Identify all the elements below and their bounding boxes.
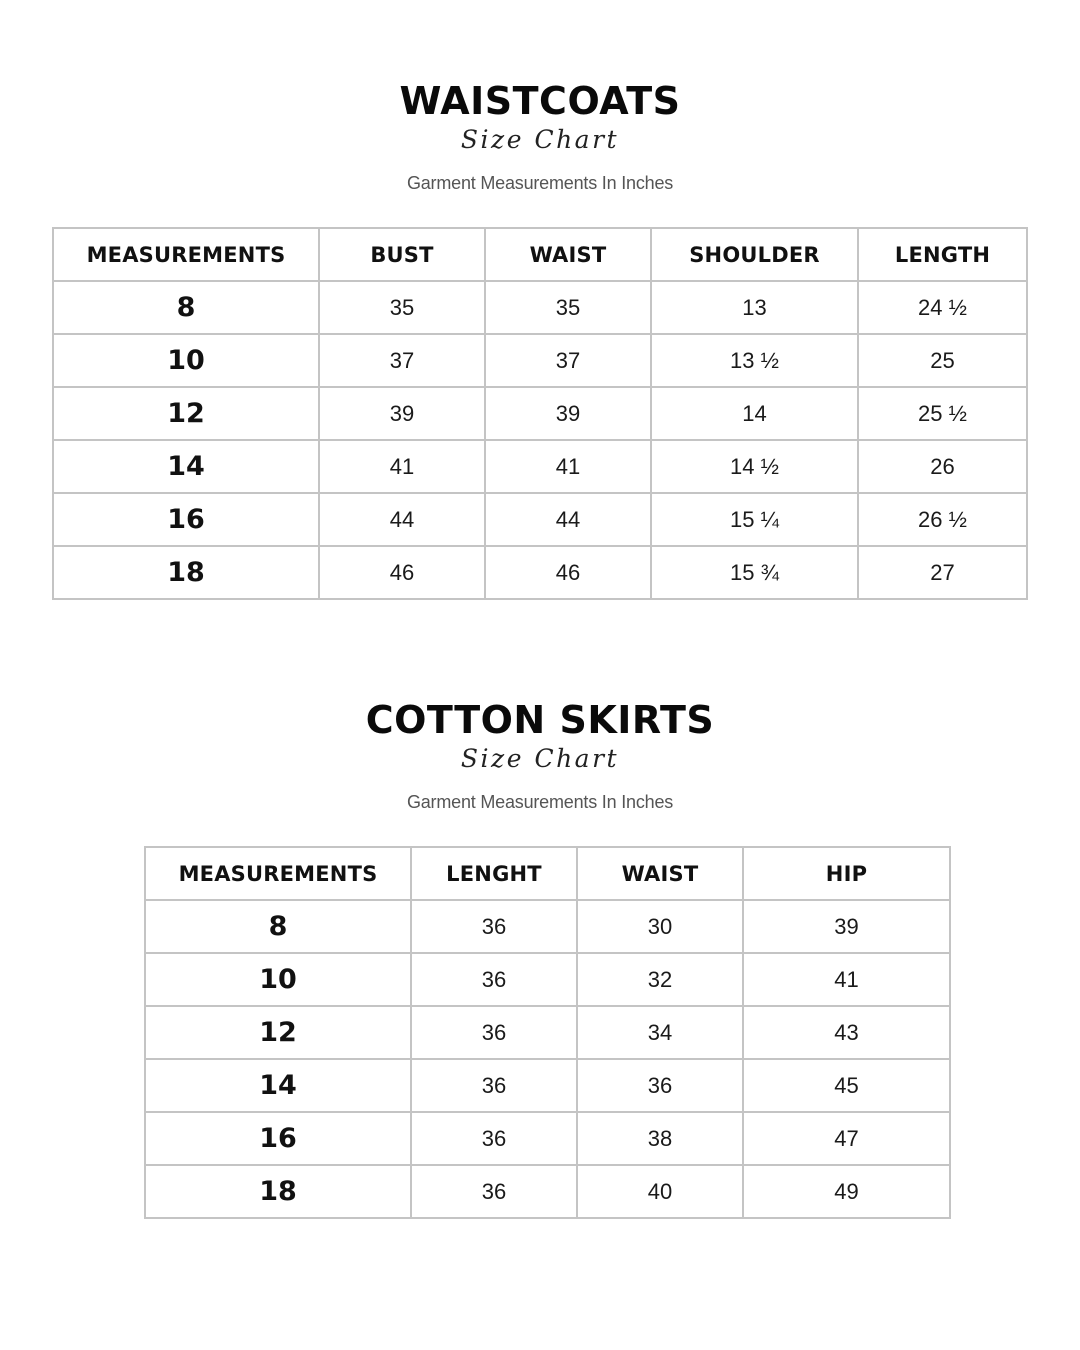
- column-header-measurements: MEASUREMENTS: [53, 228, 319, 281]
- length-cell: 36: [411, 1112, 577, 1165]
- size-cell: 10: [53, 334, 319, 387]
- waist-cell: 38: [577, 1112, 743, 1165]
- cotton-skirts-subtitle: Size Chart: [460, 744, 620, 773]
- hip-cell: 39: [743, 900, 950, 953]
- waistcoats-title: WAISTCOATS: [399, 79, 681, 123]
- table-row: [145, 900, 950, 953]
- length-cell: 25 ½: [858, 387, 1027, 440]
- hip-cell: 47: [743, 1112, 950, 1165]
- bust-cell: 44: [319, 493, 485, 546]
- bust-cell: 37: [319, 334, 485, 387]
- waistcoats-caption: Garment Measurements In Inches: [406, 173, 674, 193]
- table-row: [53, 334, 1027, 387]
- hip-cell: 41: [743, 953, 950, 1006]
- waist-cell: 44: [485, 493, 651, 546]
- table-row: [145, 1165, 950, 1218]
- length-cell: 26: [858, 440, 1027, 493]
- column-header-bust: BUST: [319, 228, 485, 281]
- waist-cell: 30: [577, 900, 743, 953]
- bust-cell: 46: [319, 546, 485, 599]
- shoulder-cell: 14 ½: [651, 440, 858, 493]
- size-cell: 18: [53, 546, 319, 599]
- length-cell: 36: [411, 953, 577, 1006]
- shoulder-cell: 13: [651, 281, 858, 334]
- table-row: [53, 546, 1027, 599]
- length-cell: 36: [411, 900, 577, 953]
- length-cell: 27: [858, 546, 1027, 599]
- waist-cell: 34: [577, 1006, 743, 1059]
- waist-cell: 40: [577, 1165, 743, 1218]
- length-cell: 36: [411, 1165, 577, 1218]
- hip-cell: 45: [743, 1059, 950, 1112]
- table-header-row: [145, 847, 950, 900]
- table-row: [145, 1059, 950, 1112]
- hip-cell: 43: [743, 1006, 950, 1059]
- column-header-length: LENGTH: [858, 228, 1027, 281]
- table-row: [53, 440, 1027, 493]
- bust-cell: 35: [319, 281, 485, 334]
- size-cell: 14: [145, 1059, 411, 1112]
- table-row: [145, 953, 950, 1006]
- shoulder-cell: 15 ¾: [651, 546, 858, 599]
- table-row: [53, 281, 1027, 334]
- bust-cell: 39: [319, 387, 485, 440]
- waistcoats-size-table: [52, 227, 1028, 600]
- waist-cell: 41: [485, 440, 651, 493]
- shoulder-cell: 13 ½: [651, 334, 858, 387]
- column-header-waist: WAIST: [485, 228, 651, 281]
- size-cell: 16: [53, 493, 319, 546]
- column-header-length: LENGHT: [411, 847, 577, 900]
- size-cell: 10: [145, 953, 411, 1006]
- shoulder-cell: 15 ¼: [651, 493, 858, 546]
- column-header-waist: WAIST: [577, 847, 743, 900]
- size-cell: 8: [53, 281, 319, 334]
- column-header-shoulder: SHOULDER: [651, 228, 858, 281]
- column-header-hip: HIP: [743, 847, 950, 900]
- length-cell: 24 ½: [858, 281, 1027, 334]
- length-cell: 26 ½: [858, 493, 1027, 546]
- length-cell: 36: [411, 1006, 577, 1059]
- size-cell: 18: [145, 1165, 411, 1218]
- cotton-skirts-caption: Garment Measurements In Inches: [406, 792, 674, 812]
- size-cell: 16: [145, 1112, 411, 1165]
- size-cell: 8: [145, 900, 411, 953]
- waistcoats-subtitle: Size Chart: [460, 125, 620, 154]
- table-row: [145, 1006, 950, 1059]
- column-header-measurements: MEASUREMENTS: [145, 847, 411, 900]
- table-row: [53, 387, 1027, 440]
- shoulder-cell: 14: [651, 387, 858, 440]
- length-cell: 36: [411, 1059, 577, 1112]
- length-cell: 25: [858, 334, 1027, 387]
- waist-cell: 35: [485, 281, 651, 334]
- size-cell: 12: [53, 387, 319, 440]
- table-row: [145, 1112, 950, 1165]
- hip-cell: 49: [743, 1165, 950, 1218]
- waist-cell: 39: [485, 387, 651, 440]
- bust-cell: 41: [319, 440, 485, 493]
- waist-cell: 46: [485, 546, 651, 599]
- waist-cell: 32: [577, 953, 743, 1006]
- cotton-skirts-title: COTTON SKIRTS: [365, 698, 715, 742]
- table-row: [53, 493, 1027, 546]
- cotton-skirts-size-table: [144, 846, 951, 1219]
- waist-cell: 36: [577, 1059, 743, 1112]
- waist-cell: 37: [485, 334, 651, 387]
- table-header-row: [53, 228, 1027, 281]
- size-cell: 14: [53, 440, 319, 493]
- size-cell: 12: [145, 1006, 411, 1059]
